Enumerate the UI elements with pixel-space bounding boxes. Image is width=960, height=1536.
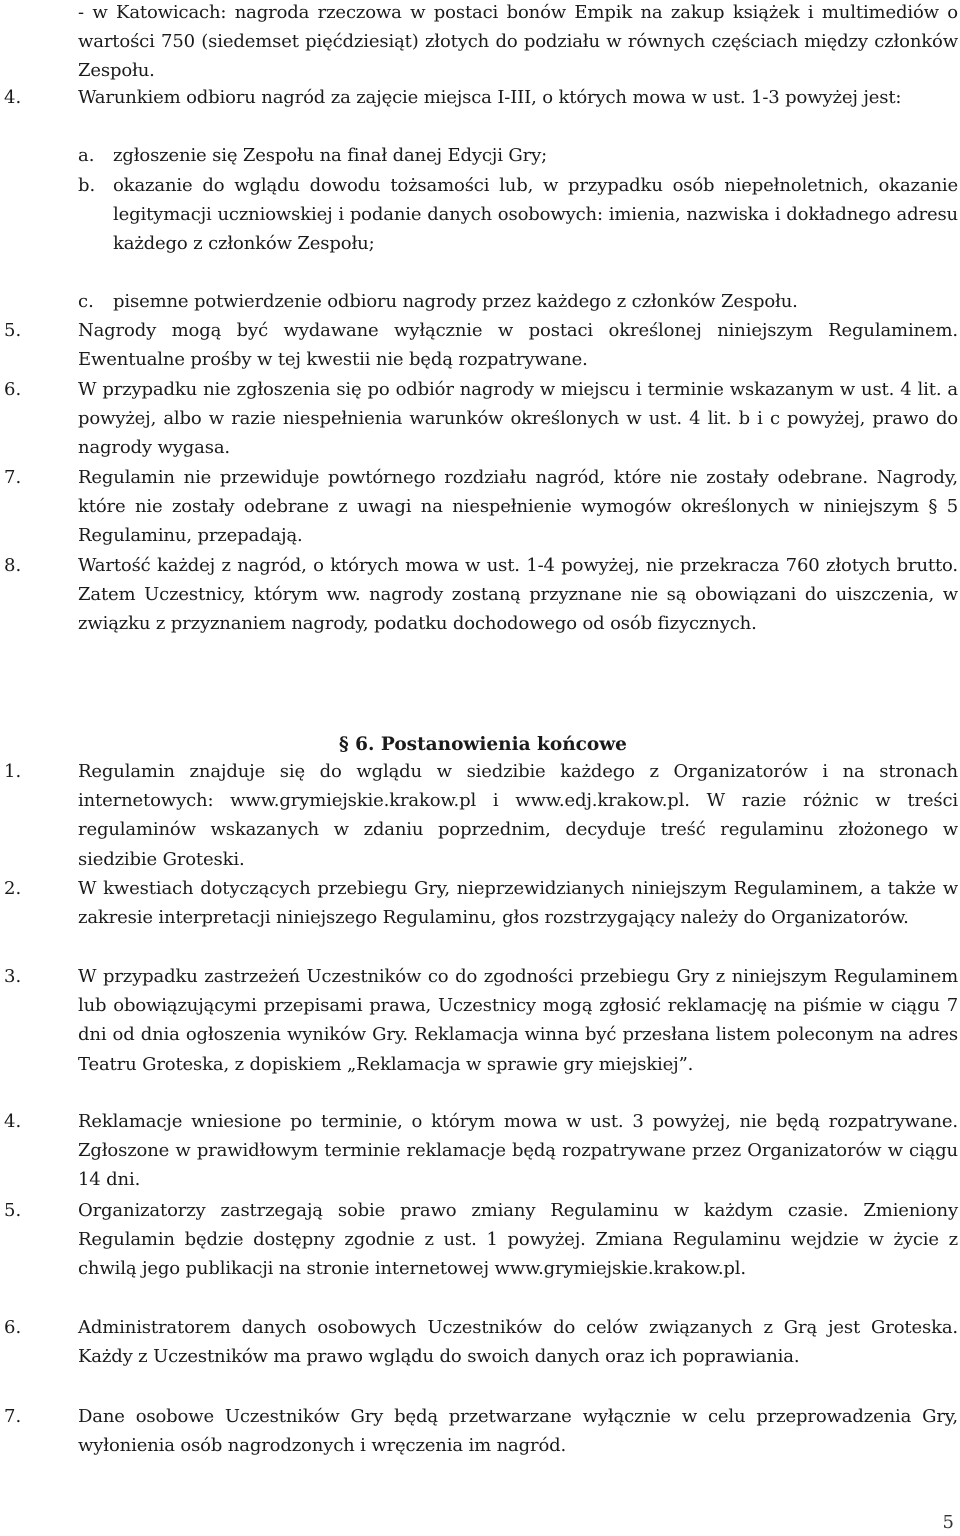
item-number: 6. bbox=[4, 379, 22, 400]
item-text: Wartość każdej z nagród, o których mowa w ust. 1-4 powyżej, nie przekracza 760 złotych brutto. Zatem Uczestnicy, którym ww. nagrody zostaną przyznane nie są obowiązani do uiszczenia, w związku z przyznaniem nagrody, podatku dochodowego od osób fizycznych. bbox=[78, 555, 958, 635]
item-text: Regulamin znajduje się do wglądu w siedzibie każdego z Organizatorów i na stronach internetowych: www.grymiejskie.krakow.pl i www.edj.krakow.pl. W razie różnic w treści regulaminów wskazanych w zdaniu poprzednim, decyduje treść regulaminu złożonego w siedzibie Groteski. bbox=[78, 761, 958, 870]
subitem-letter: b. bbox=[78, 175, 96, 196]
item-text: W kwestiach dotyczących przebiegu Gry, nieprzewidzianych niniejszym Regulaminem, a także w zakresie interpretacji niniejszego Regulaminu, głos rozstrzygający należy do Organizatorów. bbox=[78, 878, 958, 929]
subitem-letter: a. bbox=[78, 145, 95, 166]
subitem-text: okazanie do wglądu dowodu tożsamości lub, w przypadku osób niepełnoletnich, okazanie legitymacji uczniowskiej i podanie danych osobowych: imienia, nazwiska i dokładnego adresu każdego z członków Zespołu; bbox=[113, 175, 958, 255]
item-text: Reklamacje wniesione po terminie, o którym mowa w ust. 3 powyżej, nie będą rozpatrywane. Zgłoszone w prawidłowym terminie reklamacje będą rozpatrywane przez Organizatorów w ciągu 14 dni. bbox=[78, 1111, 958, 1191]
item-text: W przypadku nie zgłoszenia się po odbiór nagrody w miejscu i terminie wskazanym w ust. 4 lit. a powyżej, albo w razie niespełnienia warunków określonych w ust. 4 lit. b i c powyżej, prawo do nagrody wygasa. bbox=[78, 379, 958, 459]
item-number: 6. bbox=[4, 1317, 22, 1338]
item-number: 5. bbox=[4, 320, 22, 341]
item-number: 3. bbox=[4, 966, 22, 987]
item-text: W przypadku zastrzeżeń Uczestników co do zgodności przebiegu Gry z niniejszym Regulaminem lub obowiązującymi przepisami prawa, Uczestnicy mogą zgłosić reklamację na piśmie w ciągu 7 dni od dnia ogłoszenia wyników Gry. Reklamacja winna być przesłana listem poleconym na adres Teatru Groteska, z dopiskiem „Reklamacja w sprawie gry miejskiej”. bbox=[78, 966, 958, 1075]
item-number: 7. bbox=[4, 467, 22, 488]
item-text: Nagrody mogą być wydawane wyłącznie w postaci określonej niniejszym Regulaminem. Ewentualne prośby w tej kwestii nie będą rozpatrywane. bbox=[78, 320, 958, 371]
page-number: 5 bbox=[942, 1512, 954, 1533]
item-number: 8. bbox=[4, 555, 22, 576]
item-number: 4. bbox=[4, 87, 22, 108]
section-heading: § 6. Postanowienia końcowe bbox=[339, 734, 627, 755]
subitem-text: zgłoszenie się Zespołu na finał danej Edycji Gry; bbox=[113, 145, 548, 166]
item-text: Administratorem danych osobowych Uczestników do celów związanych z Grą jest Groteska. Każdy z Uczestników ma prawo wglądu do swoich danych oraz ich poprawiania. bbox=[78, 1317, 958, 1368]
item-number: 2. bbox=[4, 878, 22, 899]
item-text: Organizatorzy zastrzegają sobie prawo zmiany Regulaminu w każdym czasie. Zmieniony Regulamin będzie dostępny zgodnie z ust. 1 powyżej. Zmiana Regulaminu wejdzie w życie z chwilą jego publikacji na stronie internetowej www.grymiejskie.krakow.pl. bbox=[78, 1200, 958, 1280]
item-text: Warunkiem odbioru nagród za zajęcie miejsca I-III, o których mowa w ust. 1-3 powyżej jest: bbox=[78, 87, 902, 108]
item-text: Dane osobowe Uczestników Gry będą przetwarzane wyłącznie w celu przeprowadzenia Gry, wyłonienia osób nagrodzonych i wręczenia im nagród. bbox=[78, 1406, 958, 1457]
prize-item-katowice: - w Katowicach: nagroda rzeczowa w postaci bonów Empik na zakup książek i multimediów o wartości 750 (siedemset pięćdziesiąt) złotych do podziału w równych częściach między członków Zespołu. bbox=[78, 2, 958, 82]
subitem-text: pisemne potwierdzenie odbioru nagrody przez każdego z członków Zespołu. bbox=[113, 291, 798, 312]
item-number: 7. bbox=[4, 1406, 22, 1427]
subitem-letter: c. bbox=[78, 291, 94, 312]
item-number: 4. bbox=[4, 1111, 22, 1132]
item-text: Regulamin nie przewiduje powtórnego rozdziału nagród, które nie zostały odebrane. Nagrody, które nie zostały odebrane z uwagi na niespełnienie wymogów określonych w niniejszym § 5 Regulaminu, przepadają. bbox=[78, 467, 958, 547]
item-number: 1. bbox=[4, 761, 22, 782]
item-number: 5. bbox=[4, 1200, 22, 1221]
